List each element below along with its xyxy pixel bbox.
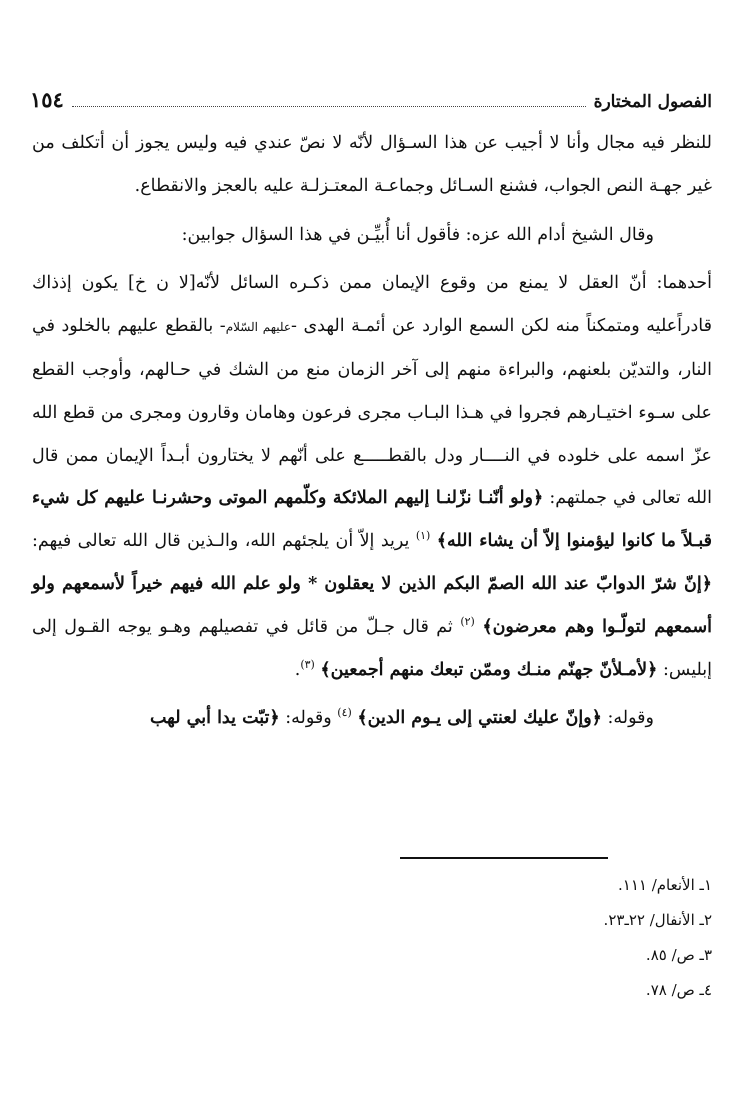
quran-quote-2: ﴿إنّ شرّ الدوابّ عند الله الصمّ البكم الذين لا يعقلون * ولو علم الله فيهم خيراً لأسمعهم ولو أسمعهم لتولّـوا وهم معرضون﴾ (32, 573, 712, 637)
quran-quote-1: ﴿ولو أنّنـا نزّلنـا إليهم الملائكة وكلّمهم الموتى وحشرنـا عليهم كل شيء قبـلاً ما كانوا ليؤمنوا إلاّ أن يشاء الله﴾ (32, 488, 712, 552)
footnote-3: ٣ـ ص/ ٨٥. (645, 946, 712, 964)
p3-text-c: يريد إلاّ أن يلجئهم الله، والـذين قال الله تعالى فيهم: (32, 531, 410, 552)
quran-quote-4: ﴿وإنّ عليك لعنتي إلى يـوم الدين﴾ (357, 708, 602, 729)
p3-text-d: ثم قال جـلّ من قائل في تفصيلهم وهـو يوجه القـول إلى إبليس: (32, 616, 712, 680)
paragraph-3 (32, 262, 712, 691)
p3-text-a: أحدهما: أنّ العقل لا يمنع من وقوع الإيمان ممن ذكـره السائل لأنّه[لا ن خ] يكون إذذاك قادراًعليه ومتمكناً منه لكن السمع الوارد عن أئمـة الهدى - (32, 273, 712, 337)
paragraph-2: وقال الشيخ أدام الله عزه: فأقول أنا أُبيِّـن في هذا السؤال جوابين: (181, 224, 654, 245)
paragraph-1: للنظر فيه مجال وأنا لا أجيب عن هذا السـؤال لأنّه لا نصّ عندي فيه وليس يجوز أن أتكلف من غير جهـة النص الجواب، فشنع السـائل وجماعـة المعتـزلـة عليه بالعجز والانقطاع. (32, 133, 712, 196)
footnote-ref-3: (٣) (300, 657, 315, 671)
footnote-ref-4: (٤) (337, 706, 352, 720)
footnote-ref-1: (١) (415, 529, 431, 543)
footnote-1: ١ـ الأنعام/ ١١١. (618, 876, 712, 894)
page-number: ١٥٤ (30, 87, 64, 112)
quran-quote-5: ﴿تبّت يدا أبي لهب (149, 708, 280, 729)
book-title: الفصول المختارة (593, 92, 712, 112)
p3-text-b: - بالقطع عليهم بالخلود في النار، والتديّن بلعنهم، والبراءة منهم إلى آخر الزمان منع من الشك في حـالهم، وأوجب القطع على سـوء اختيـارهم فجروا في هـذا البـاب مجرى فرعون وهامان وقارون ومجرى من قطع الله عزّ اسمه على خلوده في النــــار ودل بالقطـــــع على أنّهم لا يختارون أبـداً الإيمان ممن قال الله تعالى في جملتهم: (32, 316, 712, 509)
footnote-4: ٤ـ ص/ ٧٨. (645, 981, 712, 999)
footnote-separator (400, 857, 608, 859)
footnote-ref-2: (٢) (460, 614, 475, 628)
paragraph-4 (32, 697, 712, 740)
p3-end: . (294, 659, 301, 680)
footnotes (312, 868, 712, 1008)
p4-text-b: وقوله: (285, 708, 332, 729)
main-text (32, 122, 712, 740)
p4-text-a: وقوله: (607, 708, 654, 729)
quran-quote-3: ﴿لأمـلأنّ جهنّم منـك وممّن تبعك منهم أجمعين﴾ (320, 659, 658, 680)
footnote-2: ٢ـ الأنفال/ ٢٢ـ٢٣. (603, 911, 712, 929)
header-dotted-leader (72, 106, 586, 107)
page-header (30, 84, 712, 112)
honorific: عليهم السّلام (225, 320, 292, 335)
